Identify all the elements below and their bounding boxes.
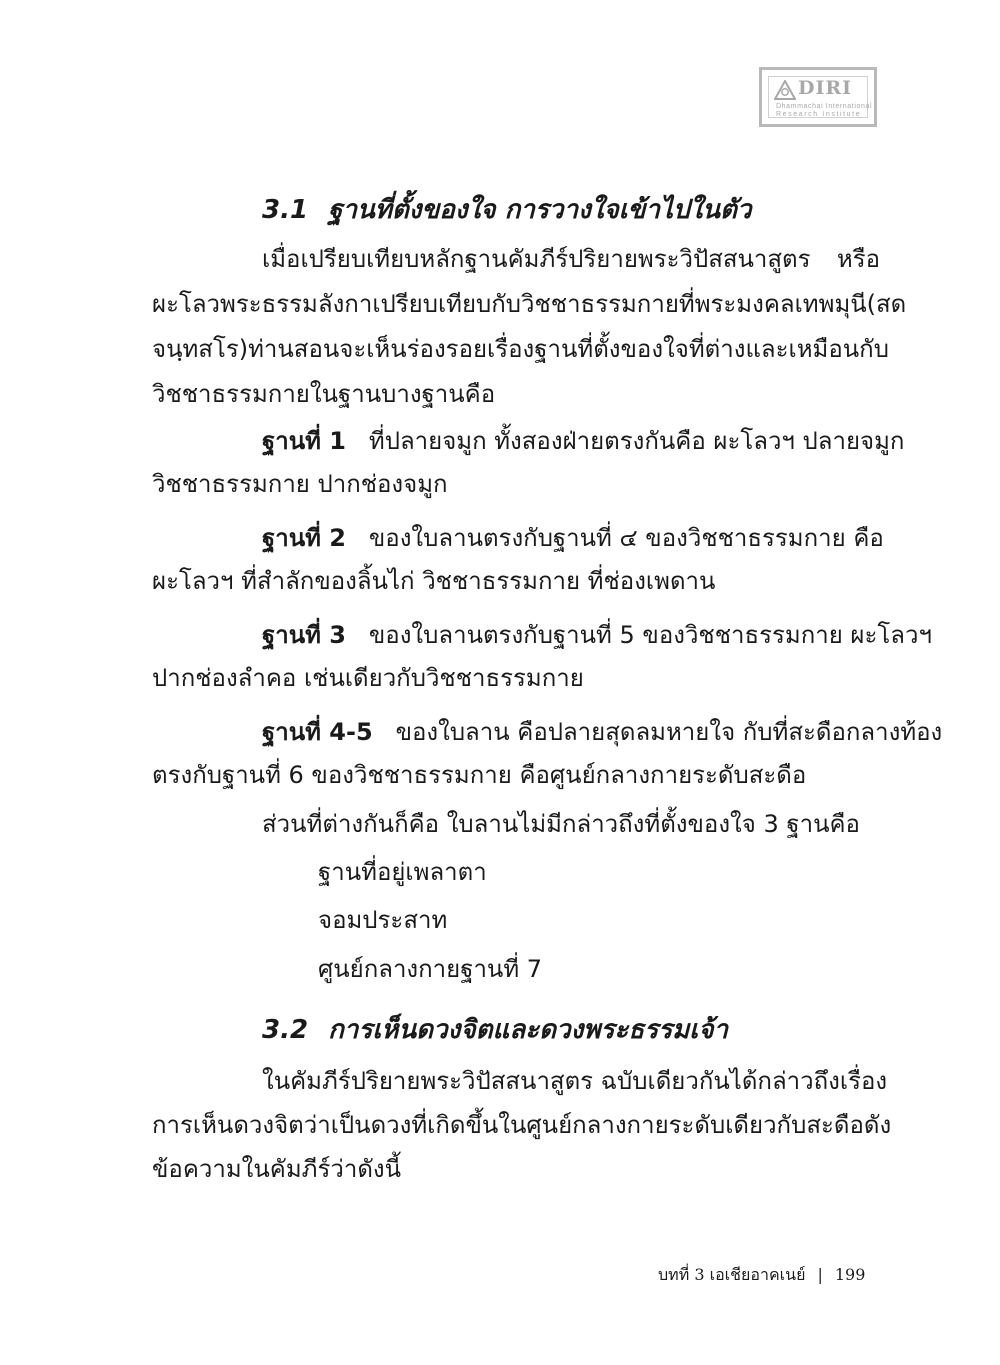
base-2-line-2: ผะโลวฯ ที่สำลักของลิ้นไก่ วิชชาธรรมกาย ที่ช่องเพดาน xyxy=(152,567,716,595)
base-1-text-1: ที่ปลายจมูก ทั้งสองฝ่ายตรงกันคือ ผะโลวฯ ปลายจมูก xyxy=(368,427,905,455)
word: (สด xyxy=(866,290,907,318)
footer-separator: | xyxy=(817,1265,823,1284)
section-2-heading xyxy=(262,1012,728,1048)
section-2-line-3: ข้อความในคัมภีร์ว่าดังนี้ xyxy=(152,1155,402,1183)
word: เป็นดวงที่เกิดขึ้นในศูนย์กลางกายระดับเดียวกับสะดือ xyxy=(330,1111,864,1139)
section-1-title: ฐานที่ตั้งของใจ การวางใจเข้าไปในตัว xyxy=(328,195,752,225)
base-45-text-1: ของใบลาน คือปลายสุดลมหายใจ กับที่สะดือกลางท้อง xyxy=(395,718,943,746)
word: จนฺทสโร) xyxy=(152,335,249,363)
section-1-number: 3.1 xyxy=(262,195,309,225)
word: การเห็นดวงจิตว่า xyxy=(152,1111,331,1139)
word: ผะโลวพระธรรมลังกา xyxy=(152,290,373,318)
footer-chapter: บทที่ 3 เอเชียอาคเนย์ xyxy=(658,1265,806,1284)
section-2-title: การเห็นดวงจิตและดวงพระธรรมเจ้า xyxy=(328,1015,729,1045)
base-2-line-1 xyxy=(262,520,884,556)
intro-line-1 xyxy=(262,241,880,277)
word: เปรียบเทียบกับวิชชาธรรมกายที่พระมงคลเทพมุนี xyxy=(372,290,867,318)
list-item-1: ฐานที่อยู่เพลาตา xyxy=(318,858,487,886)
intro-line-4: วิชชาธรรมกายในฐานบางฐานคือ xyxy=(152,380,496,408)
base-2-label: ฐานที่ 2 xyxy=(262,524,346,552)
base-3-line-2: ปากช่องลำคอ เช่นเดียวกับวิชชาธรรมกาย xyxy=(152,664,584,692)
section-2-number: 3.2 xyxy=(262,1015,309,1045)
word: เมื่อเปรียบเทียบหลักฐานคัมภีร์ปริยายพระวิปัสสนาสูตร xyxy=(262,245,811,273)
base-1-line-2: วิชชาธรรมกาย ปากช่องจมูก xyxy=(152,470,448,498)
base-2-text-1: ของใบลานตรงกับฐานที่ ๔ ของวิชชาธรรมกาย คือ xyxy=(368,524,884,552)
base-3-label: ฐานที่ 3 xyxy=(262,621,346,649)
base-1-label: ฐานที่ 1 xyxy=(262,427,346,455)
word: ดัง xyxy=(863,1111,892,1139)
page-number: 199 xyxy=(834,1265,866,1284)
page-footer xyxy=(658,1263,865,1288)
word: จะเห็นร่องรอยเรื่องฐานที่ตั้งของใจที่ต่างและเหมือนกับ xyxy=(339,335,889,363)
base-1-line-1 xyxy=(262,423,904,459)
base-3-text-1: ของใบลานตรงกับฐานที่ 5 ของวิชชาธรรมกาย ผะโลวฯ xyxy=(368,621,932,649)
intro-line-2 xyxy=(152,286,907,322)
logo-triangle-icon xyxy=(774,80,796,100)
list-item-2: จอมประสาท xyxy=(318,906,448,934)
base-3-line-1 xyxy=(262,617,932,653)
logo-text: DIRI xyxy=(798,77,853,99)
base-45-line-1 xyxy=(262,714,942,750)
base-45-line-2: ตรงกับฐานที่ 6 ของวิชชาธรรมกาย คือศูนย์กลางกายระดับสะดือ xyxy=(152,761,807,789)
section-2-line-2 xyxy=(152,1107,892,1143)
diri-logo xyxy=(759,67,877,127)
section-1-heading xyxy=(262,192,752,228)
logo-subtitle-2: Research Institute xyxy=(776,111,862,118)
logo-subtitle-1: Dhammachai International xyxy=(776,103,873,110)
difference-line: ส่วนที่ต่างกันก็คือ ใบลานไม่มีกล่าวถึงที่ตั้งของใจ 3 ฐานคือ xyxy=(262,810,860,838)
word: หรือ xyxy=(836,245,880,273)
word: ท่านสอน xyxy=(248,335,340,363)
list-item-3: ศูนย์กลางกายฐานที่ 7 xyxy=(318,955,543,983)
intro-line-3 xyxy=(152,331,889,367)
section-2-line-1: ในคัมภีร์ปริยายพระวิปัสสนาสูตร ฉบับเดียวกันได้กล่าวถึงเรื่อง xyxy=(262,1067,888,1095)
base-45-label: ฐานที่ 4-5 xyxy=(262,718,373,746)
